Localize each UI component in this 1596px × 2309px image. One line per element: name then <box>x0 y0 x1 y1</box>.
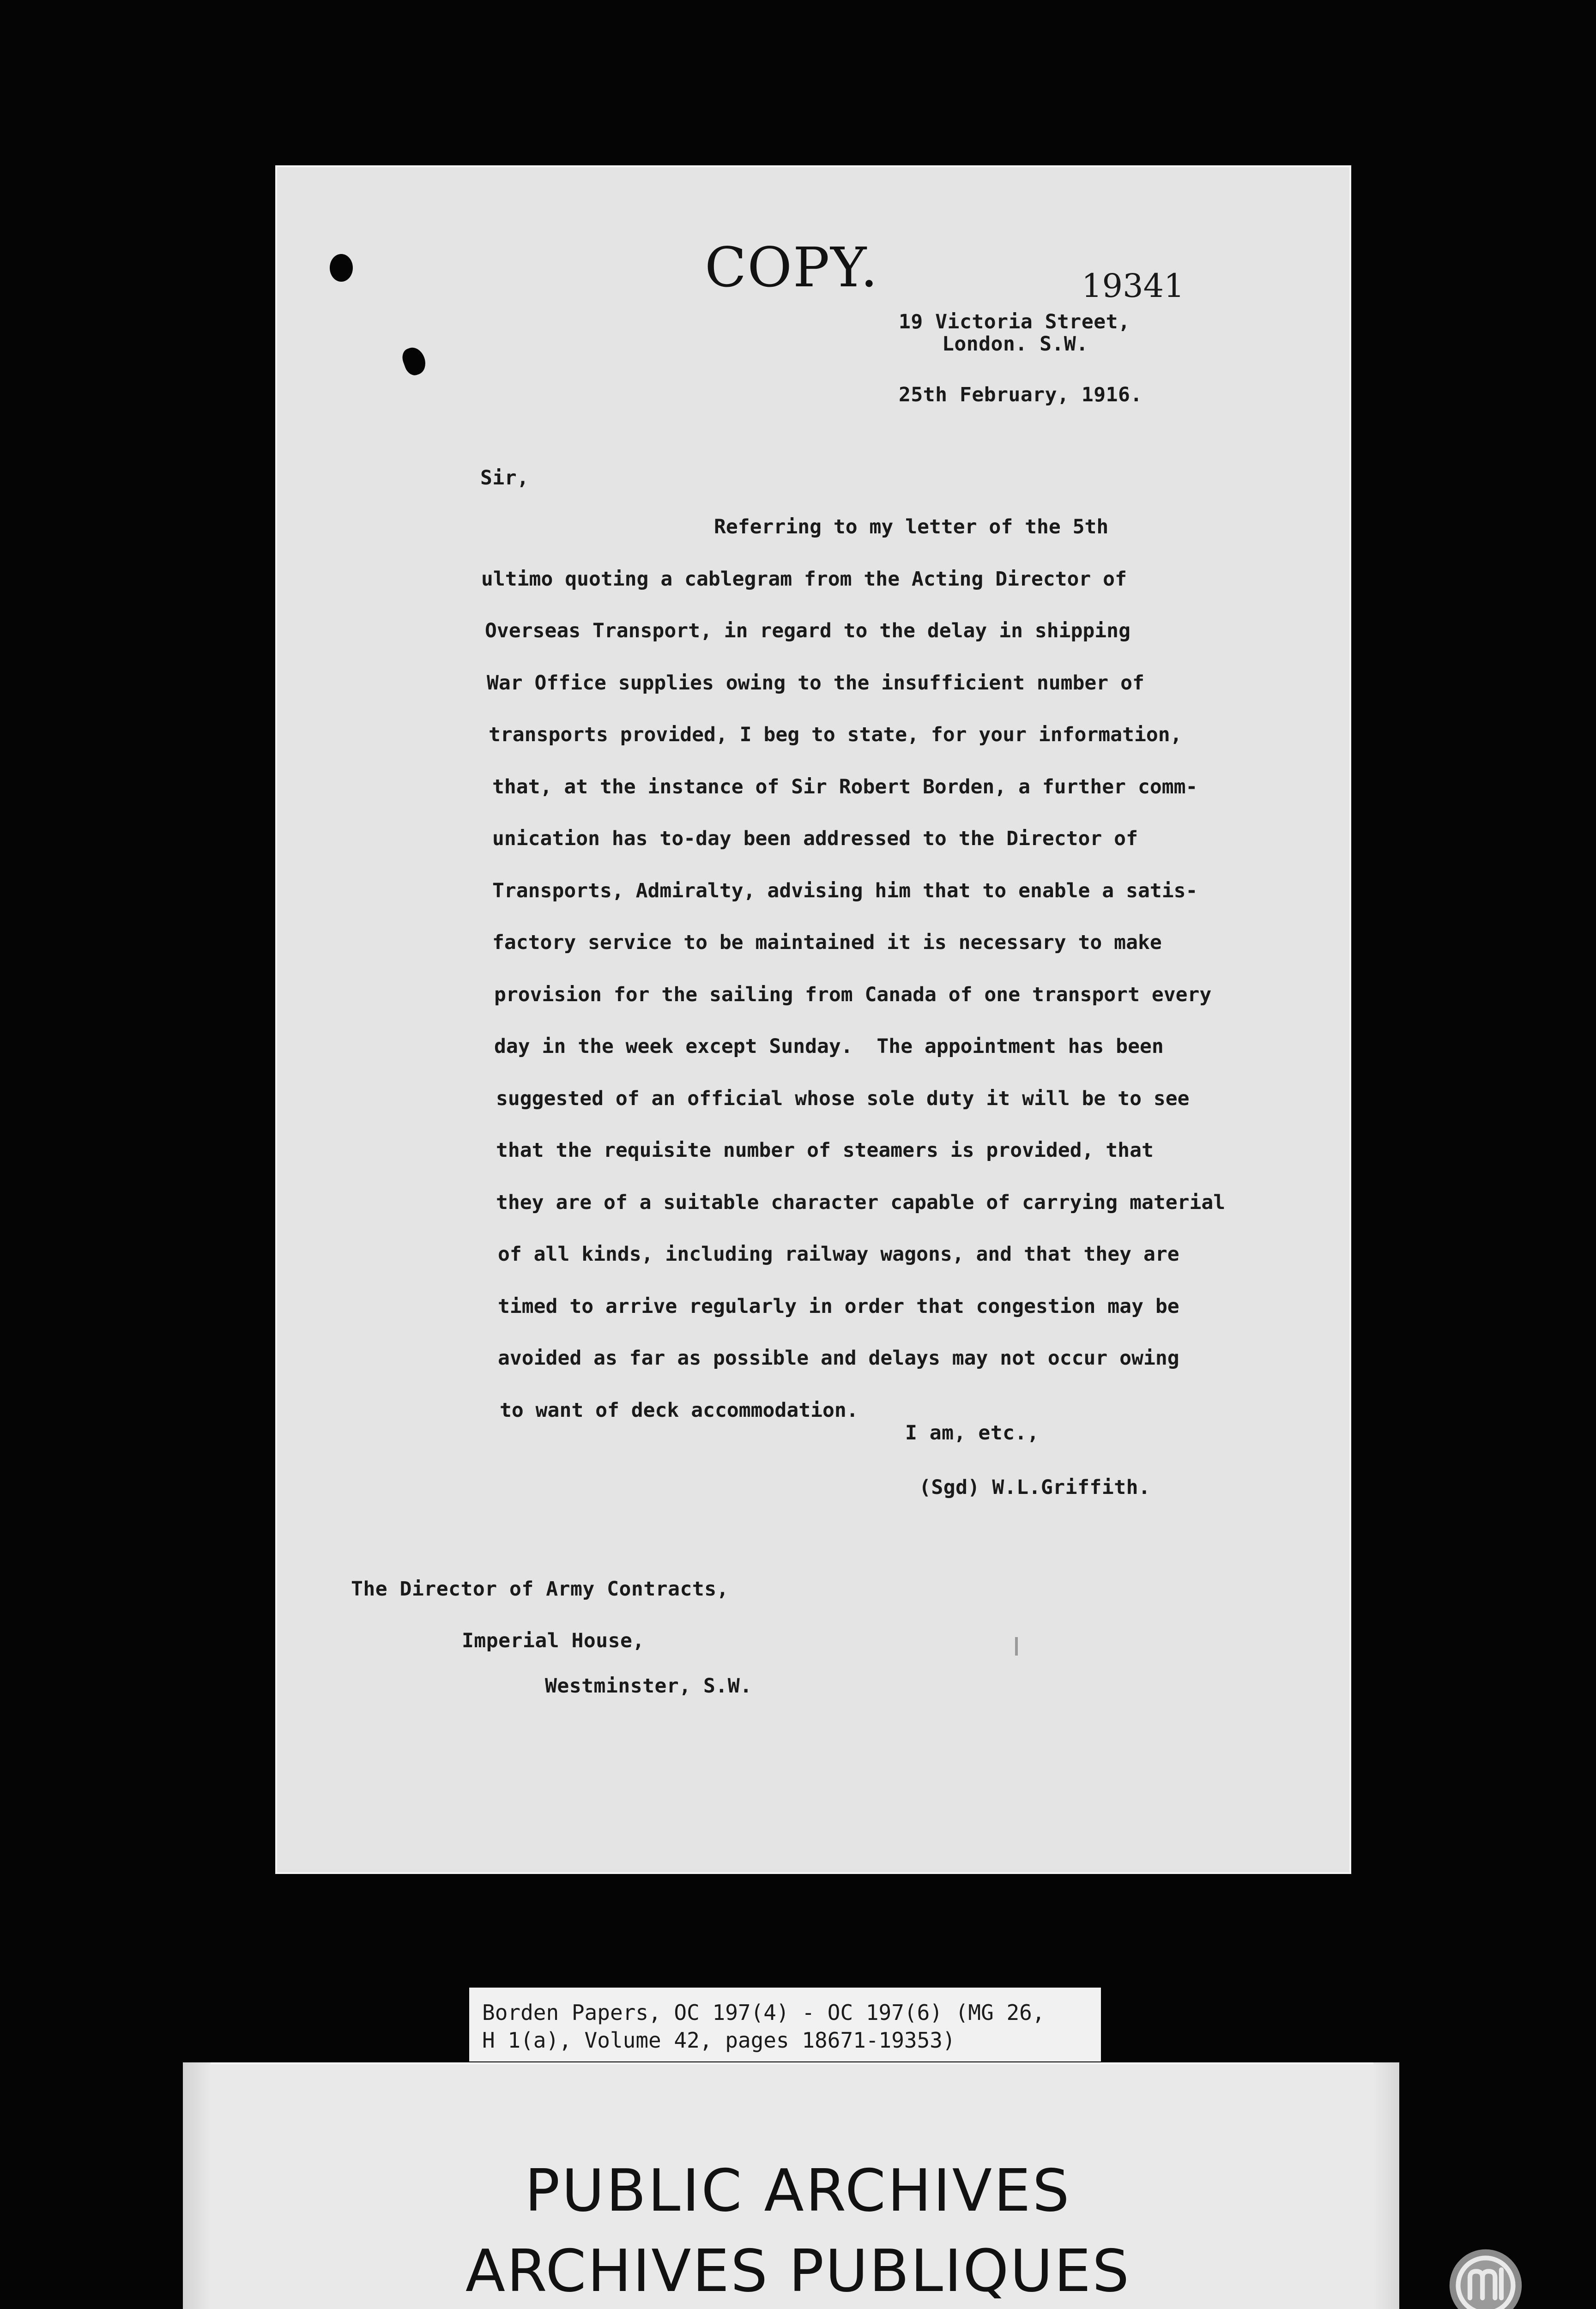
letter-body-line: provision for the sailing from Canada of one transport every <box>494 983 1212 1006</box>
letter-body-line: they are of a suitable character capable of carrying material <box>496 1191 1226 1214</box>
recipient-line-3: Westminster, S.W. <box>545 1674 752 1698</box>
letter-body-line: suggested of an official whose sole duty it will be to see <box>496 1087 1190 1110</box>
letter-body-line: factory service to be maintained it is necessary to make <box>492 931 1162 954</box>
recipient-line-2: Imperial House, <box>462 1629 645 1652</box>
closing: I am, etc., <box>905 1421 1040 1445</box>
letter-body-line: day in the week except Sunday. The appointment has been <box>494 1035 1164 1058</box>
letter-body-line: avoided as far as possible and delays may not occur owing <box>498 1347 1179 1370</box>
letter-body-line: Transports, Admiralty, advising him that to enable a satis- <box>492 879 1198 902</box>
letter-body-line: of all kinds, including railway wagons, and that they are <box>498 1243 1179 1266</box>
copy-stamp: COPY. <box>705 236 879 299</box>
reference-tag-line-2: H 1(a), Volume 42, pages 18671-19353) <box>482 2028 955 2053</box>
letter-body-line: War Office supplies owing to the insufficient number of <box>487 671 1144 695</box>
salutation: Sir, <box>480 466 529 490</box>
reference-tag-line-1: Borden Papers, OC 197(4) - OC 197(6) (MG 26, <box>482 2000 1045 2025</box>
letter-body-line: Overseas Transport, in regard to the delay in shipping <box>485 619 1130 642</box>
address-line-1: 19 Victoria Street, <box>899 310 1130 333</box>
archives-emblem-icon <box>1446 2246 1525 2309</box>
punch-hole <box>330 254 353 282</box>
recipient-line-1: The Director of Army Contracts, <box>351 1578 729 1601</box>
letter-body-line: transports provided, I beg to state, for your information, <box>489 723 1182 746</box>
letter-body-line: ultimo quoting a cablegram from the Acting Director of <box>481 568 1127 591</box>
letter-body-line: that the requisite number of steamers is provided, that <box>496 1139 1154 1162</box>
letter-date: 25th February, 1916. <box>899 383 1143 406</box>
letter-body-line: Referring to my letter of the 5th <box>714 515 1109 538</box>
letter-body-line: unication has to-day been addressed to the Director of <box>492 827 1138 850</box>
address-line-2: London. S.W. <box>942 332 1088 356</box>
reference-tag <box>469 1988 1101 2061</box>
archive-card-line-2: ARCHIVES PUBLIQUES <box>465 2237 1131 2305</box>
document-page <box>275 165 1351 1874</box>
document-number: 19341 <box>1082 267 1185 305</box>
archive-card-line-1: PUBLIC ARCHIVES <box>525 2157 1071 2224</box>
signature: (Sgd) W.L.Griffith. <box>919 1476 1151 1499</box>
paper-mark <box>1015 1637 1018 1656</box>
letter-body-line: to want of deck accommodation. <box>500 1399 858 1422</box>
letter-body-line: that, at the instance of Sir Robert Borden, a further comm- <box>492 775 1198 798</box>
letter-body-line: timed to arrive regularly in order that congestion may be <box>498 1295 1179 1318</box>
